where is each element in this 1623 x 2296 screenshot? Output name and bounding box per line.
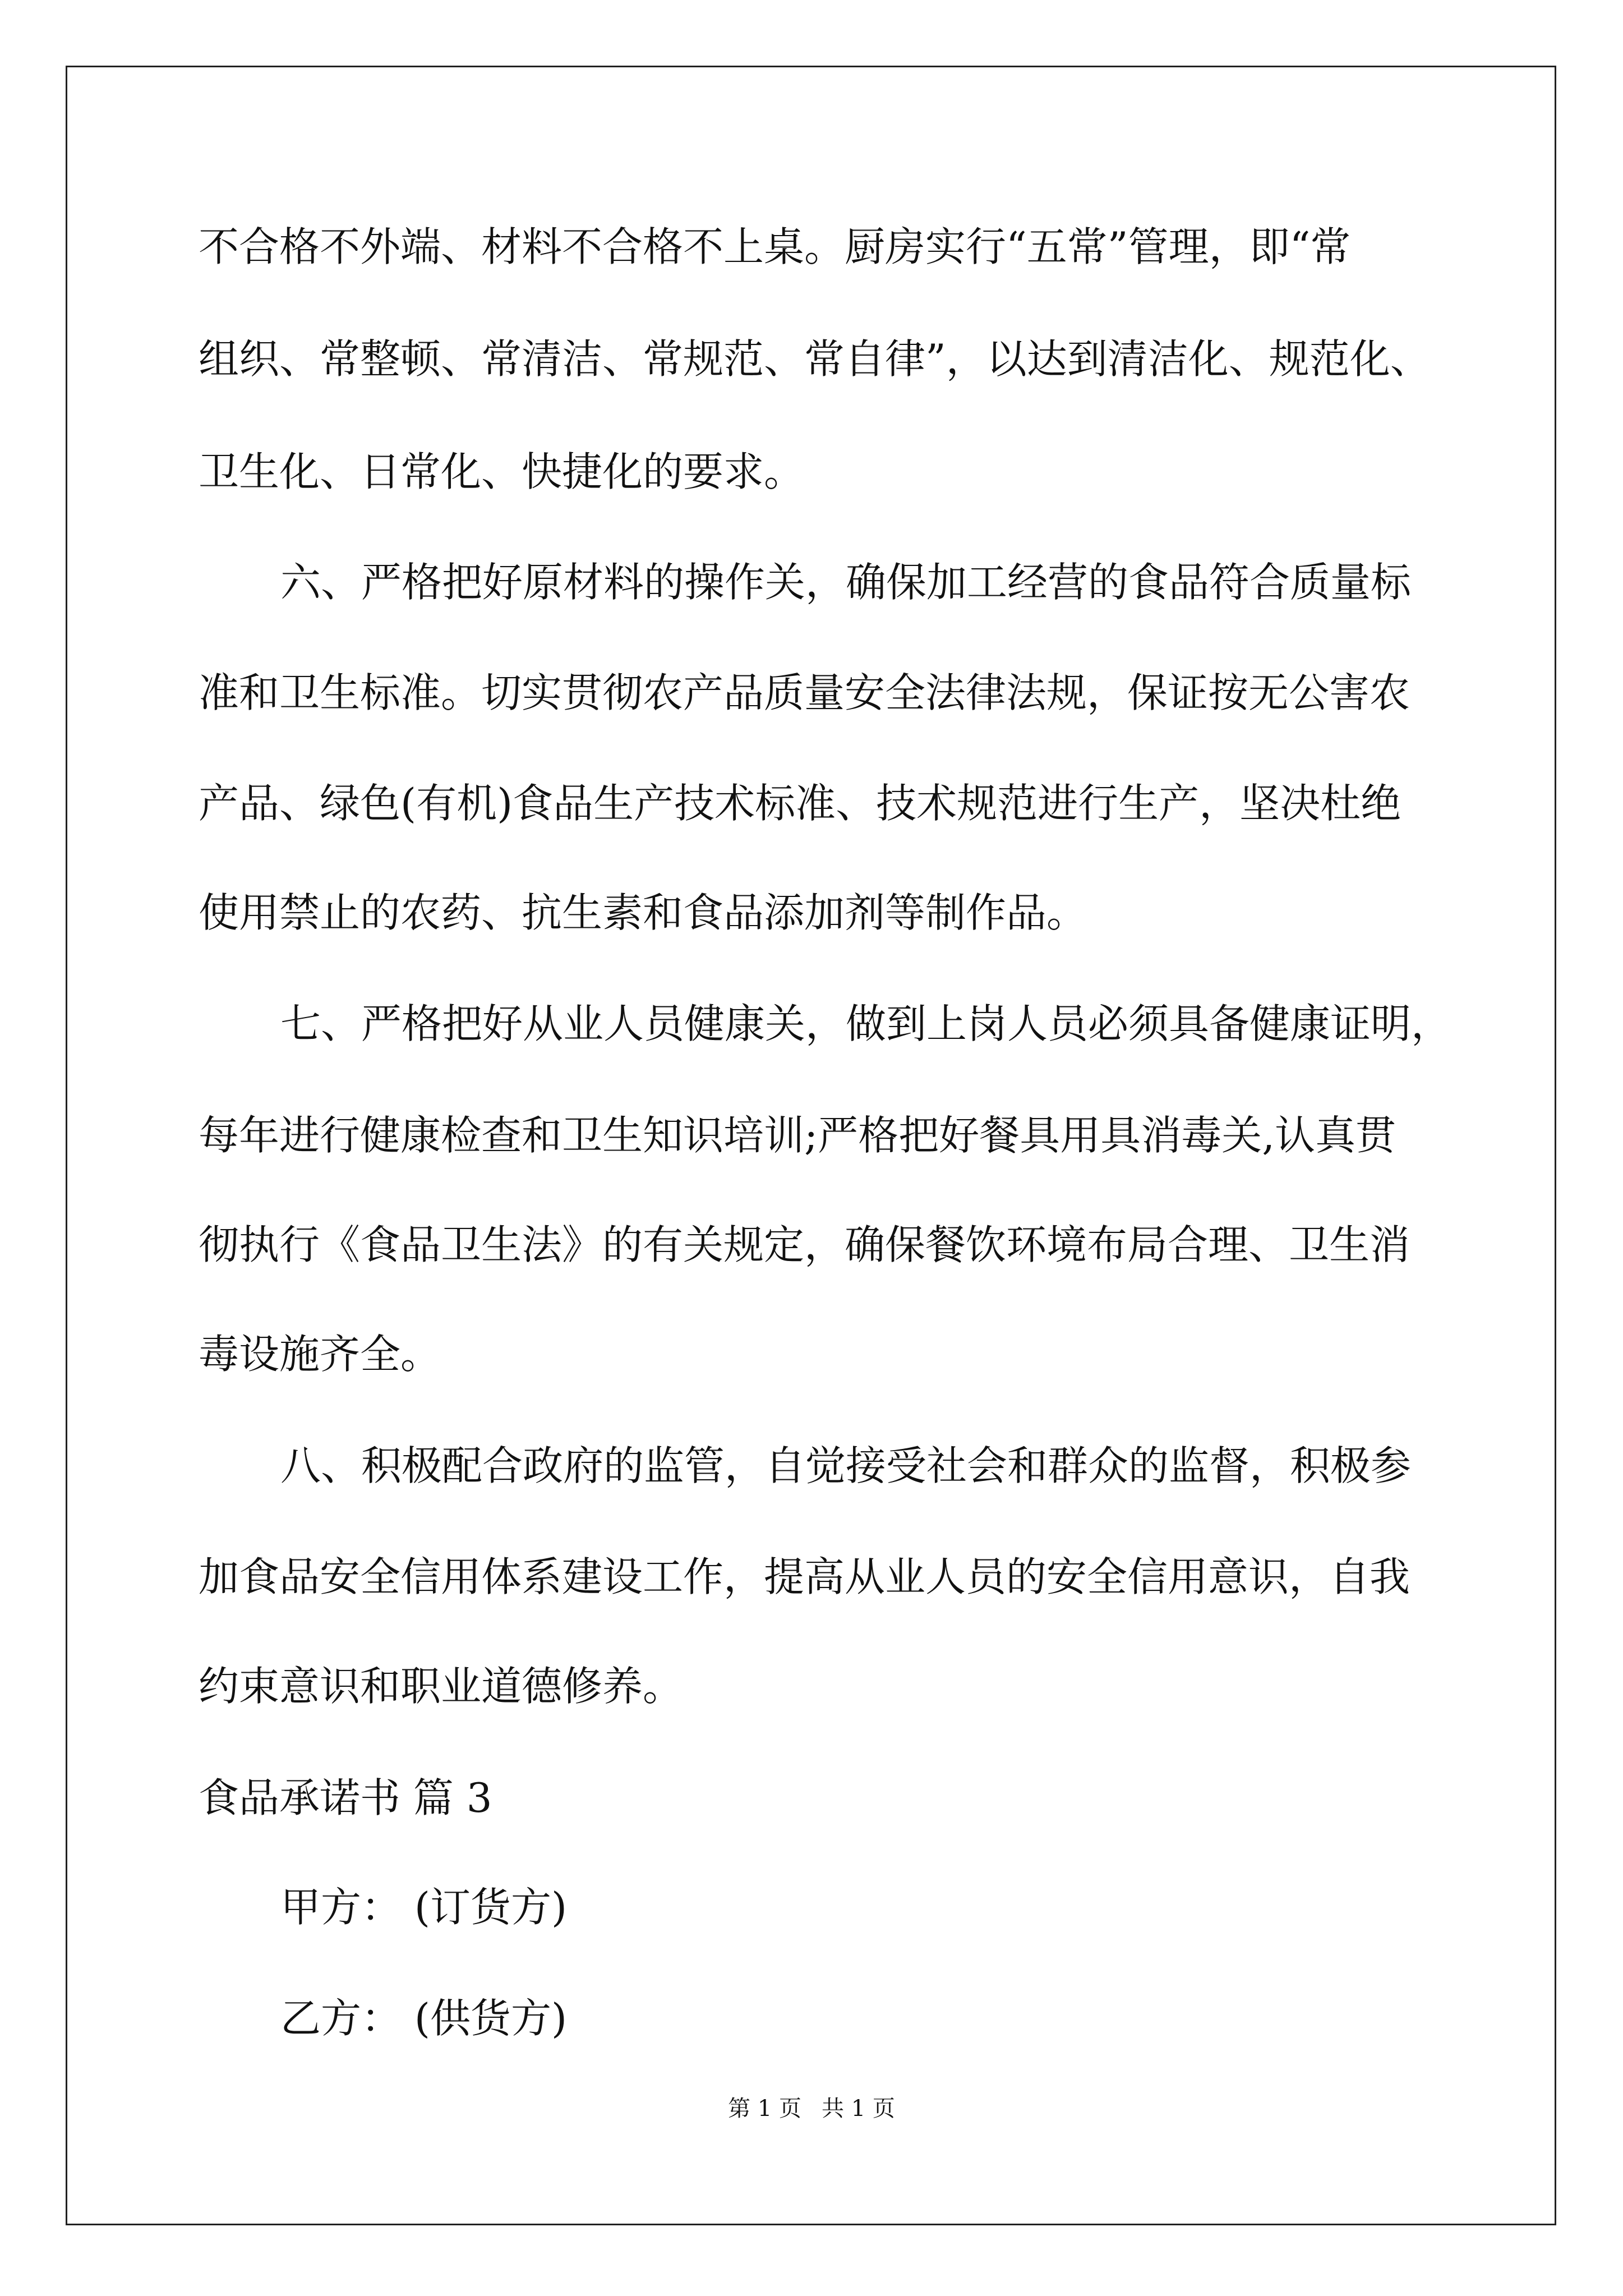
paragraph-line: 毒设施齐全。 — [199, 1331, 441, 1378]
paragraph-line: 产品、绿色(有机)食品生产技术标准、技术规范进行生产，坚决杜绝 — [199, 780, 1401, 827]
page-total: 共 1 页 — [822, 2096, 895, 2122]
paragraph-line: 不合格不外端、材料不合格不上桌。厨房实行“五常”管理，即“常 — [199, 223, 1351, 270]
paragraph-line: 每年进行健康检查和卫生知识培训;严格把好餐具用具消毒关,认真贯 — [199, 1112, 1396, 1159]
section-heading: 食品承诺书 篇 3 — [199, 1774, 492, 1821]
paragraph-line: 八、积极配合政府的监管，自觉接受社会和群众的监督，积极参 — [280, 1442, 1412, 1489]
paragraph-line: 彻执行《食品卫生法》的有关规定，确保餐饮环境布局合理、卫生消 — [199, 1221, 1410, 1268]
paragraph-line: 六、严格把好原材料的操作关，确保加工经营的食品符合质量标 — [280, 559, 1412, 606]
paragraph-line: 卫生化、日常化、快捷化的要求。 — [199, 448, 805, 495]
party-b-line: 乙方： (供货方) — [280, 1995, 568, 2042]
party-a-line: 甲方： (订货方) — [280, 1884, 568, 1931]
page-number: 第 1 页 — [728, 2096, 801, 2122]
paragraph-line: 组织、常整顿、常清洁、常规范、常自律”，以达到清洁化、规范化、 — [199, 335, 1431, 383]
page-footer — [0, 2091, 1623, 2123]
paragraph-line: 使用禁止的农药、抗生素和食品添加剂等制作品。 — [199, 889, 1087, 936]
paragraph-line: 七、严格把好从业人员健康关，做到上岗人员必须具备健康证明， — [280, 1000, 1452, 1047]
paragraph-line: 约束意识和职业道德修养。 — [199, 1663, 684, 1710]
paragraph-line: 加食品安全信用体系建设工作，提高从业人员的安全信用意识，自我 — [199, 1553, 1410, 1600]
paragraph-line: 准和卫生标准。切实贯彻农产品质量安全法律法规，保证按无公害农 — [199, 669, 1410, 716]
